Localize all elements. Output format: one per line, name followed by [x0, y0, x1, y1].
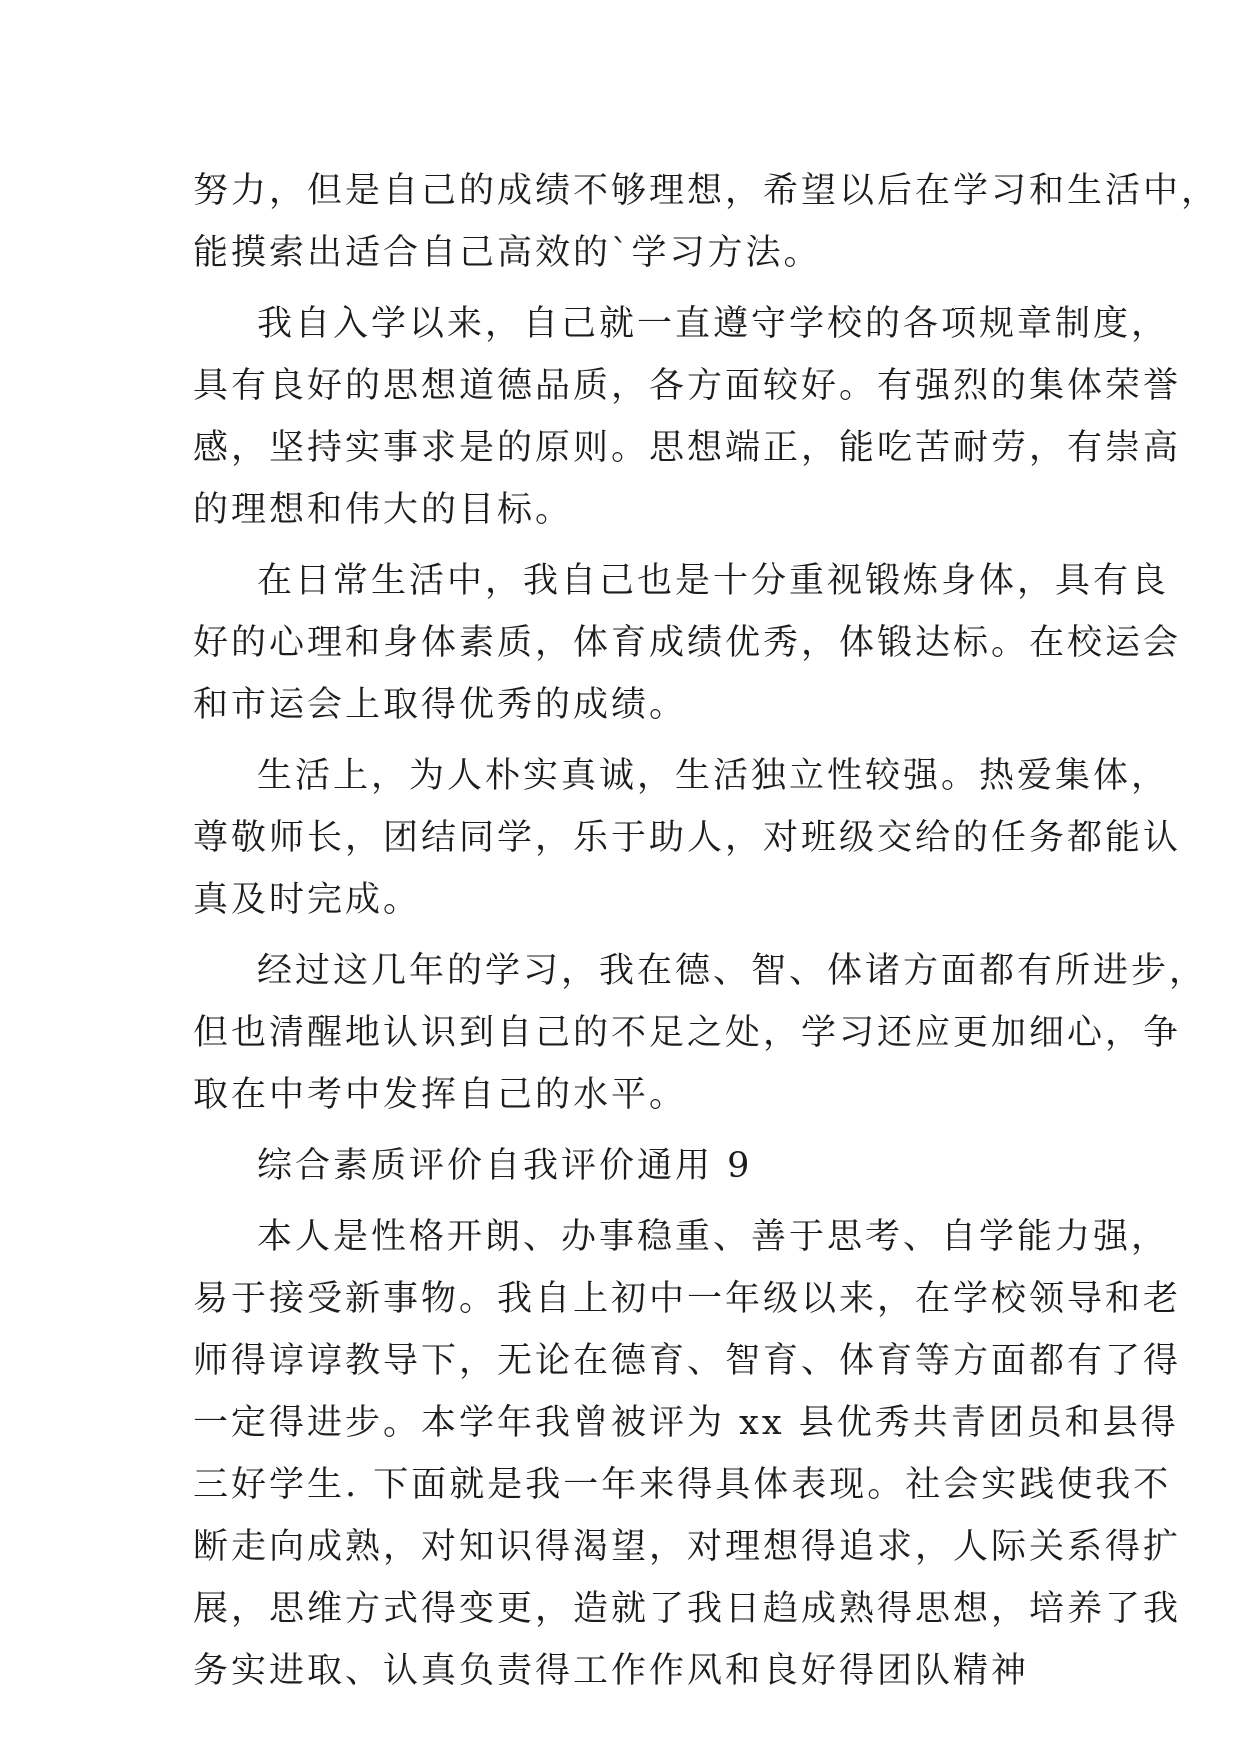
text-line: 一定得进步。本学年我曾被评为 xx 县优秀共青团员和县得: [193, 1403, 1179, 1443]
paragraph: [193, 1206, 1182, 1702]
document-body: [193, 160, 1220, 1702]
text-line: 努力，但是自己的成绩不够理想，希望以后在学习和生活中，: [193, 171, 1220, 211]
paragraph: [193, 940, 1208, 1126]
text-line: 尊敬师长，团结同学，乐于助人，对班级交给的任务都能认: [193, 818, 1182, 858]
text-line: 我自入学以来，自己就一直遵守学校的各项规章制度，: [257, 304, 1170, 344]
paragraph: [193, 745, 1182, 931]
text-line: 生活上，为人朴实真诚，生活独立性较强。热爱集体，: [257, 756, 1170, 796]
paragraph: [193, 293, 1182, 541]
text-line: 的理想和伟大的目标。: [193, 490, 574, 530]
text-line: 断走向成熟，对知识得渴望，对理想得追求，人际关系得扩: [193, 1527, 1182, 1567]
text-line: 展，思维方式得变更，造就了我日趋成熟得思想，培养了我: [193, 1589, 1182, 1629]
text-line: 但也清醒地认识到自己的不足之处，学习还应更加细心，争: [193, 1013, 1182, 1053]
paragraph: [193, 550, 1182, 736]
paragraph-continuation: [193, 160, 1220, 284]
text-line: 感，坚持实事求是的原则。思想端正，能吃苦耐劳，有崇高: [193, 428, 1182, 468]
text-line: 能摸索出适合自己高效的`学习方法。: [193, 233, 822, 273]
text-line: 师得谆谆教导下，无论在德育、智育、体育等方面都有了得: [193, 1341, 1182, 1381]
text-line: 真及时完成。: [193, 880, 422, 920]
text-line: 本人是性格开朗、办事稳重、善于思考、自学能力强，: [257, 1217, 1170, 1257]
text-line: 好的心理和身体素质，体育成绩优秀，体锻达标。在校运会: [193, 623, 1182, 663]
heading-line: 综合素质评价自我评价通用 9: [257, 1146, 753, 1186]
section-heading: [193, 1135, 1073, 1197]
text-line: 三好学生. 下面就是我一年来得具体表现。社会实践使我不: [193, 1465, 1172, 1505]
text-line: 务实进取、认真负责得工作作风和良好得团队精神: [193, 1651, 1030, 1691]
text-line: 经过这几年的学习，我在德、智、体诸方面都有所进步，: [257, 951, 1208, 991]
text-line: 易于接受新事物。我自上初中一年级以来，在学校领导和老: [193, 1279, 1182, 1319]
text-line: 具有良好的思想道德品质，各方面较好。有强烈的集体荣誉: [193, 366, 1182, 406]
text-line: 取在中考中发挥自己的水平。: [193, 1075, 688, 1115]
text-line: 在日常生活中，我自己也是十分重视锻炼身体，具有良: [257, 561, 1170, 601]
text-line: 和市运会上取得优秀的成绩。: [193, 685, 688, 725]
